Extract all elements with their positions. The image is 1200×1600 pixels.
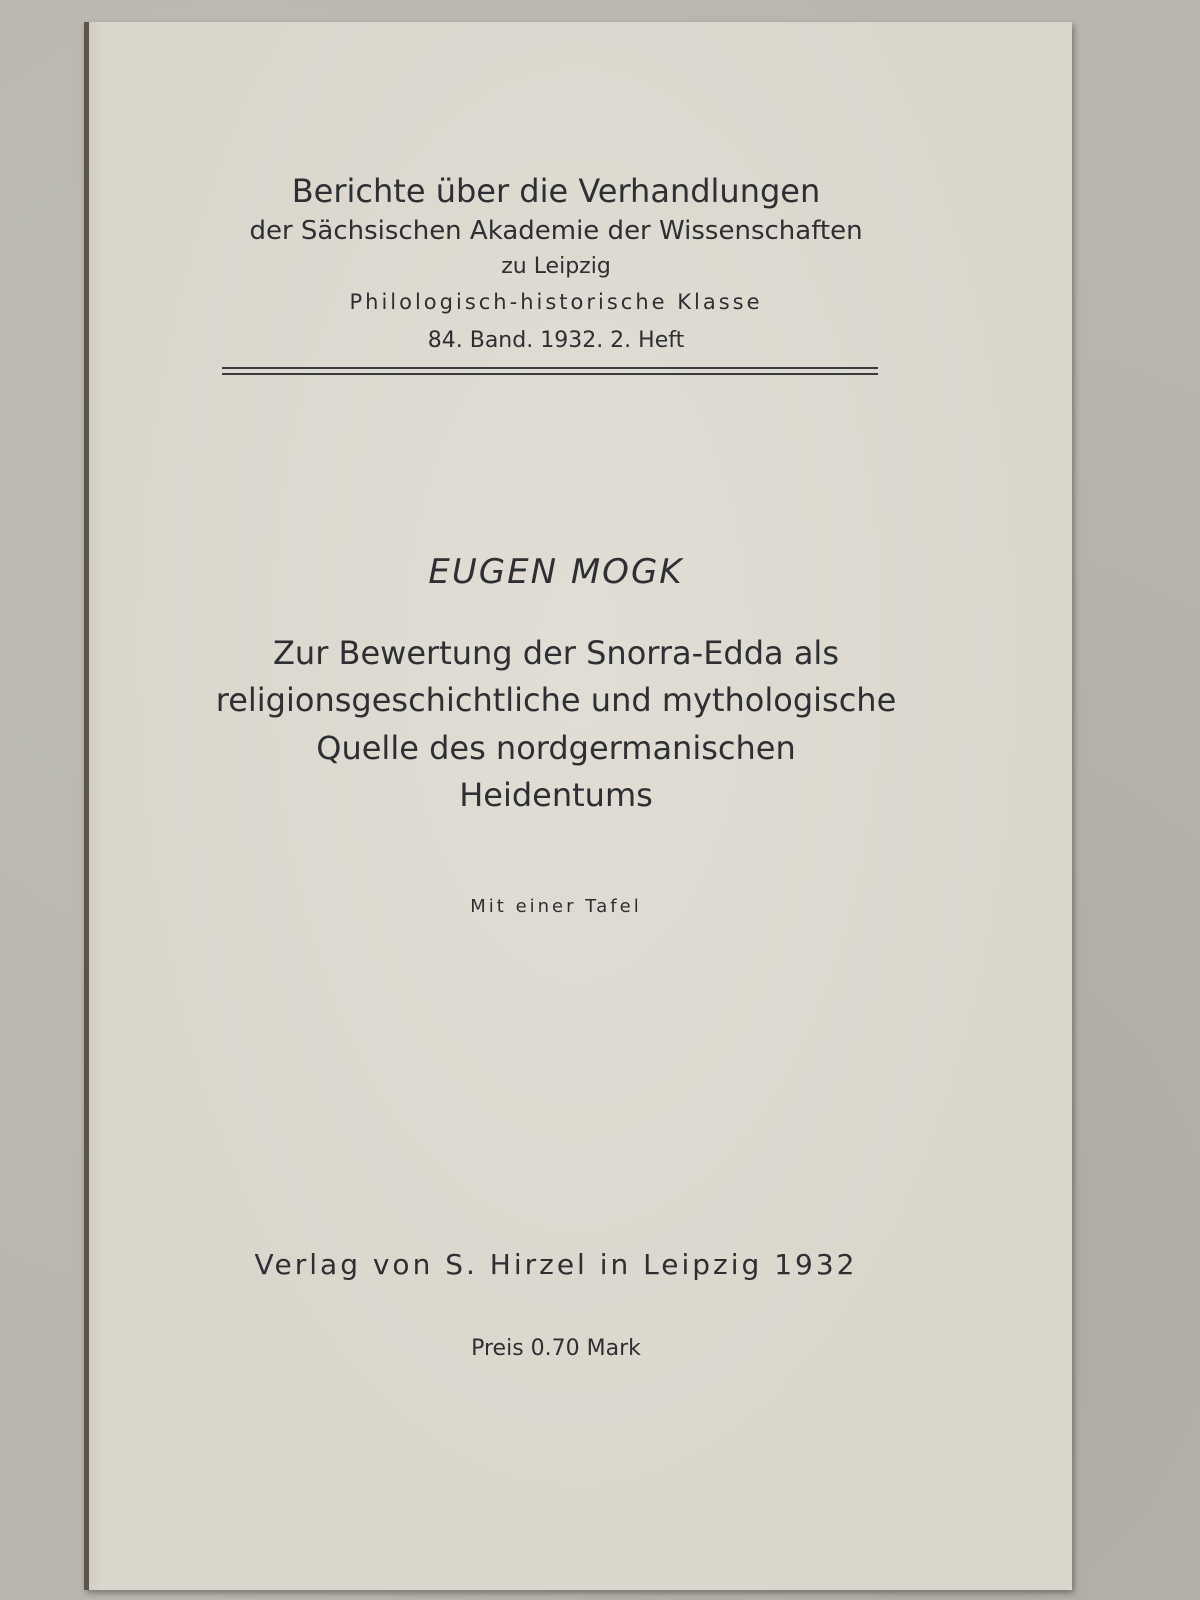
publisher-line: Verlag von S. Hirzel in Leipzig 1932 bbox=[254, 1248, 858, 1281]
location-line: zu Leipzig bbox=[501, 254, 611, 279]
divider-rule-bottom bbox=[222, 373, 878, 375]
author-name: EUGEN MOGK bbox=[428, 552, 684, 592]
class-line: Philologisch-historische Klasse bbox=[349, 290, 763, 314]
title-line-1: Zur Bewertung der Snorra-Edda als bbox=[273, 634, 839, 672]
title-line-2: religionsgeschichtliche und mythologische bbox=[215, 681, 897, 719]
plate-note: Mit einer Tafel bbox=[470, 896, 642, 917]
academy-line: der Sächsischen Akademie der Wissenschaften bbox=[249, 216, 863, 246]
divider-rule-top bbox=[222, 367, 878, 369]
price-line: Preis 0.70 Mark bbox=[471, 1336, 641, 1361]
title-line-4: Heidentums bbox=[459, 776, 653, 814]
title-line-3: Quelle des nordgermanischen bbox=[316, 729, 796, 767]
series-title: Berichte über die Verhandlungen bbox=[291, 172, 821, 210]
volume-line: 84. Band. 1932. 2. Heft bbox=[427, 328, 685, 353]
